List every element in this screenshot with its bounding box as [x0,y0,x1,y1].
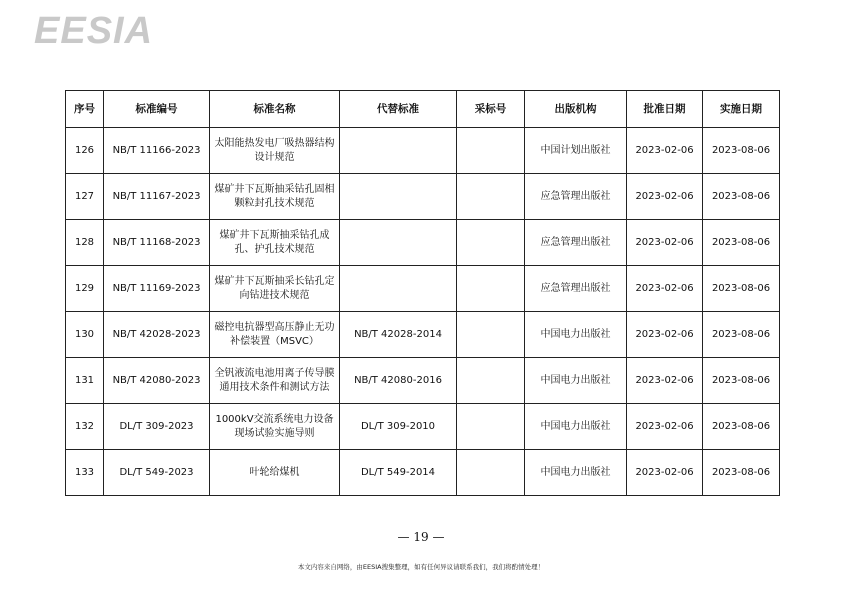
cell-publisher: 中国电力出版社 [525,312,627,358]
header-implementation-date: 实施日期 [703,91,780,128]
cell-standard-name: 磁控电抗器型高压静止无功补偿装置（MSVC） [210,312,340,358]
cell-implementation-date: 2023-08-06 [703,128,780,174]
cell-serial-number: 127 [66,174,104,220]
header-standard-code: 标准编号 [104,91,210,128]
cell-adopted-standard [457,220,525,266]
header-adopted-standard: 采标号 [457,91,525,128]
cell-publisher: 中国电力出版社 [525,358,627,404]
cell-adopted-standard [457,266,525,312]
cell-standard-code: NB/T 11166-2023 [104,128,210,174]
cell-standard-name: 太阳能热发电厂吸热器结构设计规范 [210,128,340,174]
cell-standard-code: DL/T 309-2023 [104,404,210,450]
cell-implementation-date: 2023-08-06 [703,312,780,358]
table-row [66,174,780,220]
footer-disclaimer: 本文内容来自网络，由EESIA搜集整理，如有任何异议请联系我们，我们将酌情处理！ [297,563,545,571]
table-row [66,266,780,312]
cell-approval-date: 2023-02-06 [627,358,703,404]
cell-publisher: 中国电力出版社 [525,404,627,450]
cell-replaced-standard: DL/T 309-2010 [340,404,457,450]
cell-implementation-date: 2023-08-06 [703,266,780,312]
cell-publisher: 应急管理出版社 [525,266,627,312]
header-serial-number: 序号 [66,91,104,128]
cell-implementation-date: 2023-08-06 [703,220,780,266]
cell-serial-number: 126 [66,128,104,174]
table-row [66,220,780,266]
eesia-logo: EESIA [34,10,154,52]
table-row [66,358,780,404]
cell-adopted-standard [457,404,525,450]
cell-approval-date: 2023-02-06 [627,312,703,358]
cell-replaced-standard: DL/T 549-2014 [340,450,457,496]
cell-standard-name: 煤矿井下瓦斯抽采长钻孔定向钻进技术规范 [210,266,340,312]
cell-replaced-standard [340,266,457,312]
table-row [66,312,780,358]
cell-approval-date: 2023-02-06 [627,128,703,174]
cell-approval-date: 2023-02-06 [627,450,703,496]
cell-adopted-standard [457,128,525,174]
cell-publisher: 中国电力出版社 [525,450,627,496]
cell-adopted-standard [457,174,525,220]
table-row [66,128,780,174]
cell-approval-date: 2023-02-06 [627,404,703,450]
cell-approval-date: 2023-02-06 [627,174,703,220]
table-header-row [66,91,780,128]
cell-replaced-standard [340,220,457,266]
standards-table [65,90,780,496]
cell-serial-number: 129 [66,266,104,312]
cell-adopted-standard [457,312,525,358]
header-standard-name: 标准名称 [210,91,340,128]
cell-implementation-date: 2023-08-06 [703,358,780,404]
page-number: — 19 — [397,530,445,544]
cell-standard-code: DL/T 549-2023 [104,450,210,496]
cell-implementation-date: 2023-08-06 [703,174,780,220]
cell-standard-name: 煤矿井下瓦斯抽采钻孔固相颗粒封孔技术规范 [210,174,340,220]
cell-adopted-standard [457,450,525,496]
cell-standard-code: NB/T 42080-2023 [104,358,210,404]
cell-publisher: 中国计划出版社 [525,128,627,174]
cell-serial-number: 131 [66,358,104,404]
cell-replaced-standard [340,174,457,220]
cell-standard-name: 煤矿井下瓦斯抽采钻孔成孔、护孔技术规范 [210,220,340,266]
cell-standard-code: NB/T 42028-2023 [104,312,210,358]
cell-standard-code: NB/T 11169-2023 [104,266,210,312]
cell-replaced-standard: NB/T 42080-2016 [340,358,457,404]
header-publisher: 出版机构 [525,91,627,128]
cell-replaced-standard: NB/T 42028-2014 [340,312,457,358]
cell-serial-number: 132 [66,404,104,450]
cell-serial-number: 128 [66,220,104,266]
cell-publisher: 应急管理出版社 [525,220,627,266]
cell-publisher: 应急管理出版社 [525,174,627,220]
table-row [66,404,780,450]
header-replaced-standard: 代替标准 [340,91,457,128]
header-approval-date: 批准日期 [627,91,703,128]
cell-standard-name: 叶轮给煤机 [210,450,340,496]
cell-standard-name: 全钒液流电池用离子传导膜 通用技术条件和测试方法 [210,358,340,404]
cell-serial-number: 130 [66,312,104,358]
cell-adopted-standard [457,358,525,404]
cell-implementation-date: 2023-08-06 [703,450,780,496]
table-row [66,450,780,496]
cell-serial-number: 133 [66,450,104,496]
cell-approval-date: 2023-02-06 [627,266,703,312]
cell-standard-code: NB/T 11168-2023 [104,220,210,266]
cell-standard-name: 1000kV交流系统电力设备现场试验实施导则 [210,404,340,450]
cell-standard-code: NB/T 11167-2023 [104,174,210,220]
cell-replaced-standard [340,128,457,174]
cell-approval-date: 2023-02-06 [627,220,703,266]
cell-implementation-date: 2023-08-06 [703,404,780,450]
